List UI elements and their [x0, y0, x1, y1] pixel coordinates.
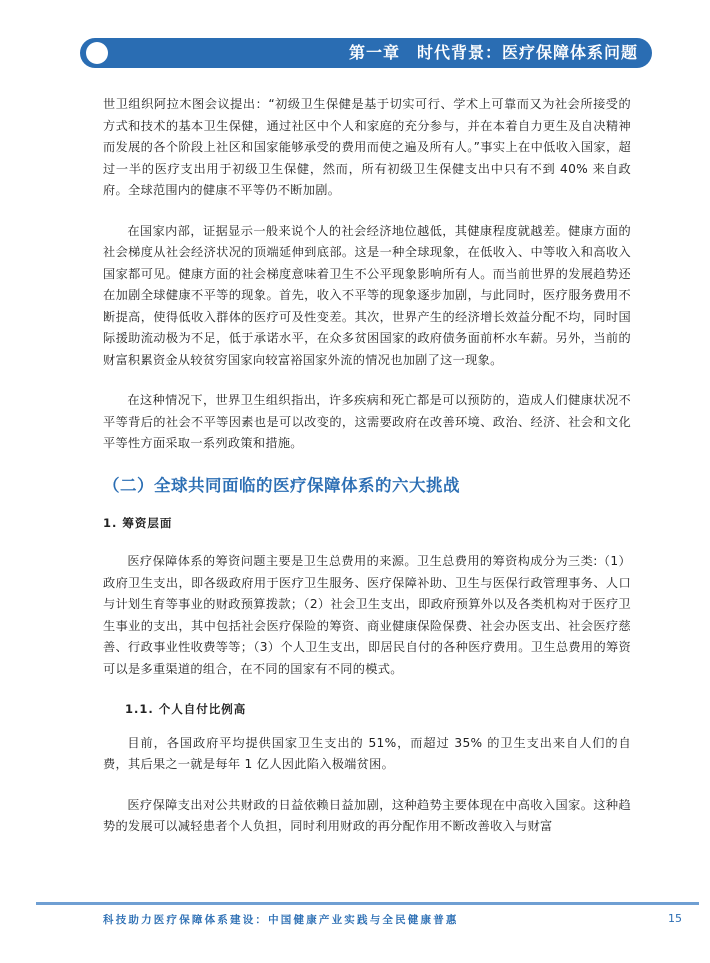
intro-paragraph-3: 在这种情况下，世界卫生组织指出，许多疾病和死亡都是可以预防的，造成人们健康状况不平等背后的社会不平等因素也是可以改变的，这需要政府在改善环境、政治、经济、社会和文化平等性方面采取一系列政策和措施。 [103, 393, 631, 450]
out-of-pocket-paragraph-2: 医疗保障支出对公共财政的日益依赖日益加剧，这种趋势主要体现在中高收入国家。这种趋势的发展可以减轻患者个人负担，同时利用财政的再分配作用不断改善收入与财富 [103, 797, 631, 833]
footer-divider [36, 902, 699, 905]
chapter-title: 第一章 时代背景：医疗保障体系问题 [348, 43, 638, 62]
section-heading: （二）全球共同面临的医疗保障体系的六大挑战 [103, 475, 460, 495]
subheading-out-of-pocket: 1.1. 个人自付比例高 [125, 702, 247, 716]
page-number: 15 [668, 912, 682, 925]
header-circle-icon [86, 42, 108, 64]
out-of-pocket-paragraph-1: 目前，各国政府平均提供国家卫生支出的 51%，而超过 35% 的卫生支出来自人们的自费，其后果之一就是每年 1 亿人因此陷入极端贫困。 [103, 735, 631, 771]
footer-book-title: 科技助力医疗保障体系建设：中国健康产业实践与全民健康普惠 [103, 914, 459, 926]
funding-paragraph: 医疗保障体系的筹资问题主要是卫生总费用的来源。卫生总费用的筹资构成分为三类:（1）政府卫生支出，即各级政府用于医疗卫生服务、医疗保障补助、卫生与医保行政管理事务、人口与计划生育等事业的财政预算拨款；（2）社会卫生支出，即政府预算外以及各类机构对于医疗卫生事业的支出，其中包括社会医疗保险的筹资、商业健康保险保费、社会办医支出、社会医疗慈善、行政事业性收费等等；（3）个人卫生支出，即居民自付的各种医疗费用。卫生总费用的筹资可以是多重渠道的组合，在不同的国家有不同的模式。 [103, 554, 631, 676]
intro-paragraph-2: 在国家内部，证据显示一般来说个人的社会经济地位越低，其健康程度就越差。健康方面的社会梯度从社会经济状况的顶端延伸到底部。这是一种全球现象，在低收入、中等收入和高收入国家都可见。健康方面的社会梯度意味着卫生不公平现象影响所有人。而当前世界的发展趋势还在加剧全球健康不平等的现象。首先，收入不平等的现象逐步加剧，与此同时，医疗服务费用不断提高，使得低收入群体的医疗可及性变差。其次，世界产生的经济增长效益分配不均，同时国际援助流动极为不足，低于承诺水平，在众多贫困国家的政府债务面前杯水车薪。另外，当前的财富积累资金从较贫穷国家向较富裕国家外流的情况也加剧了这一现象。 [103, 223, 631, 367]
page-content [103, 94, 631, 857]
subheading-funding: 1. 筹资层面 [103, 515, 173, 530]
intro-paragraph-1: 世卫组织阿拉木图会议提出：“初级卫生保健是基于切实可行、学术上可靠而又为社会所接受的方式和技术的基本卫生保健，通过社区中个人和家庭的充分参与，并在本着自力更生及自决精神而发展的各个阶段上社区和国家能够承受的费用而使之遍及所有人。”事实上在中低收入国家，超过一半的医疗支出用于初级卫生保健，然而，所有初级卫生保健支出中只有不到 40% 来自政府。全球范围内的健康不平等仍不断加剧。 [103, 97, 631, 197]
